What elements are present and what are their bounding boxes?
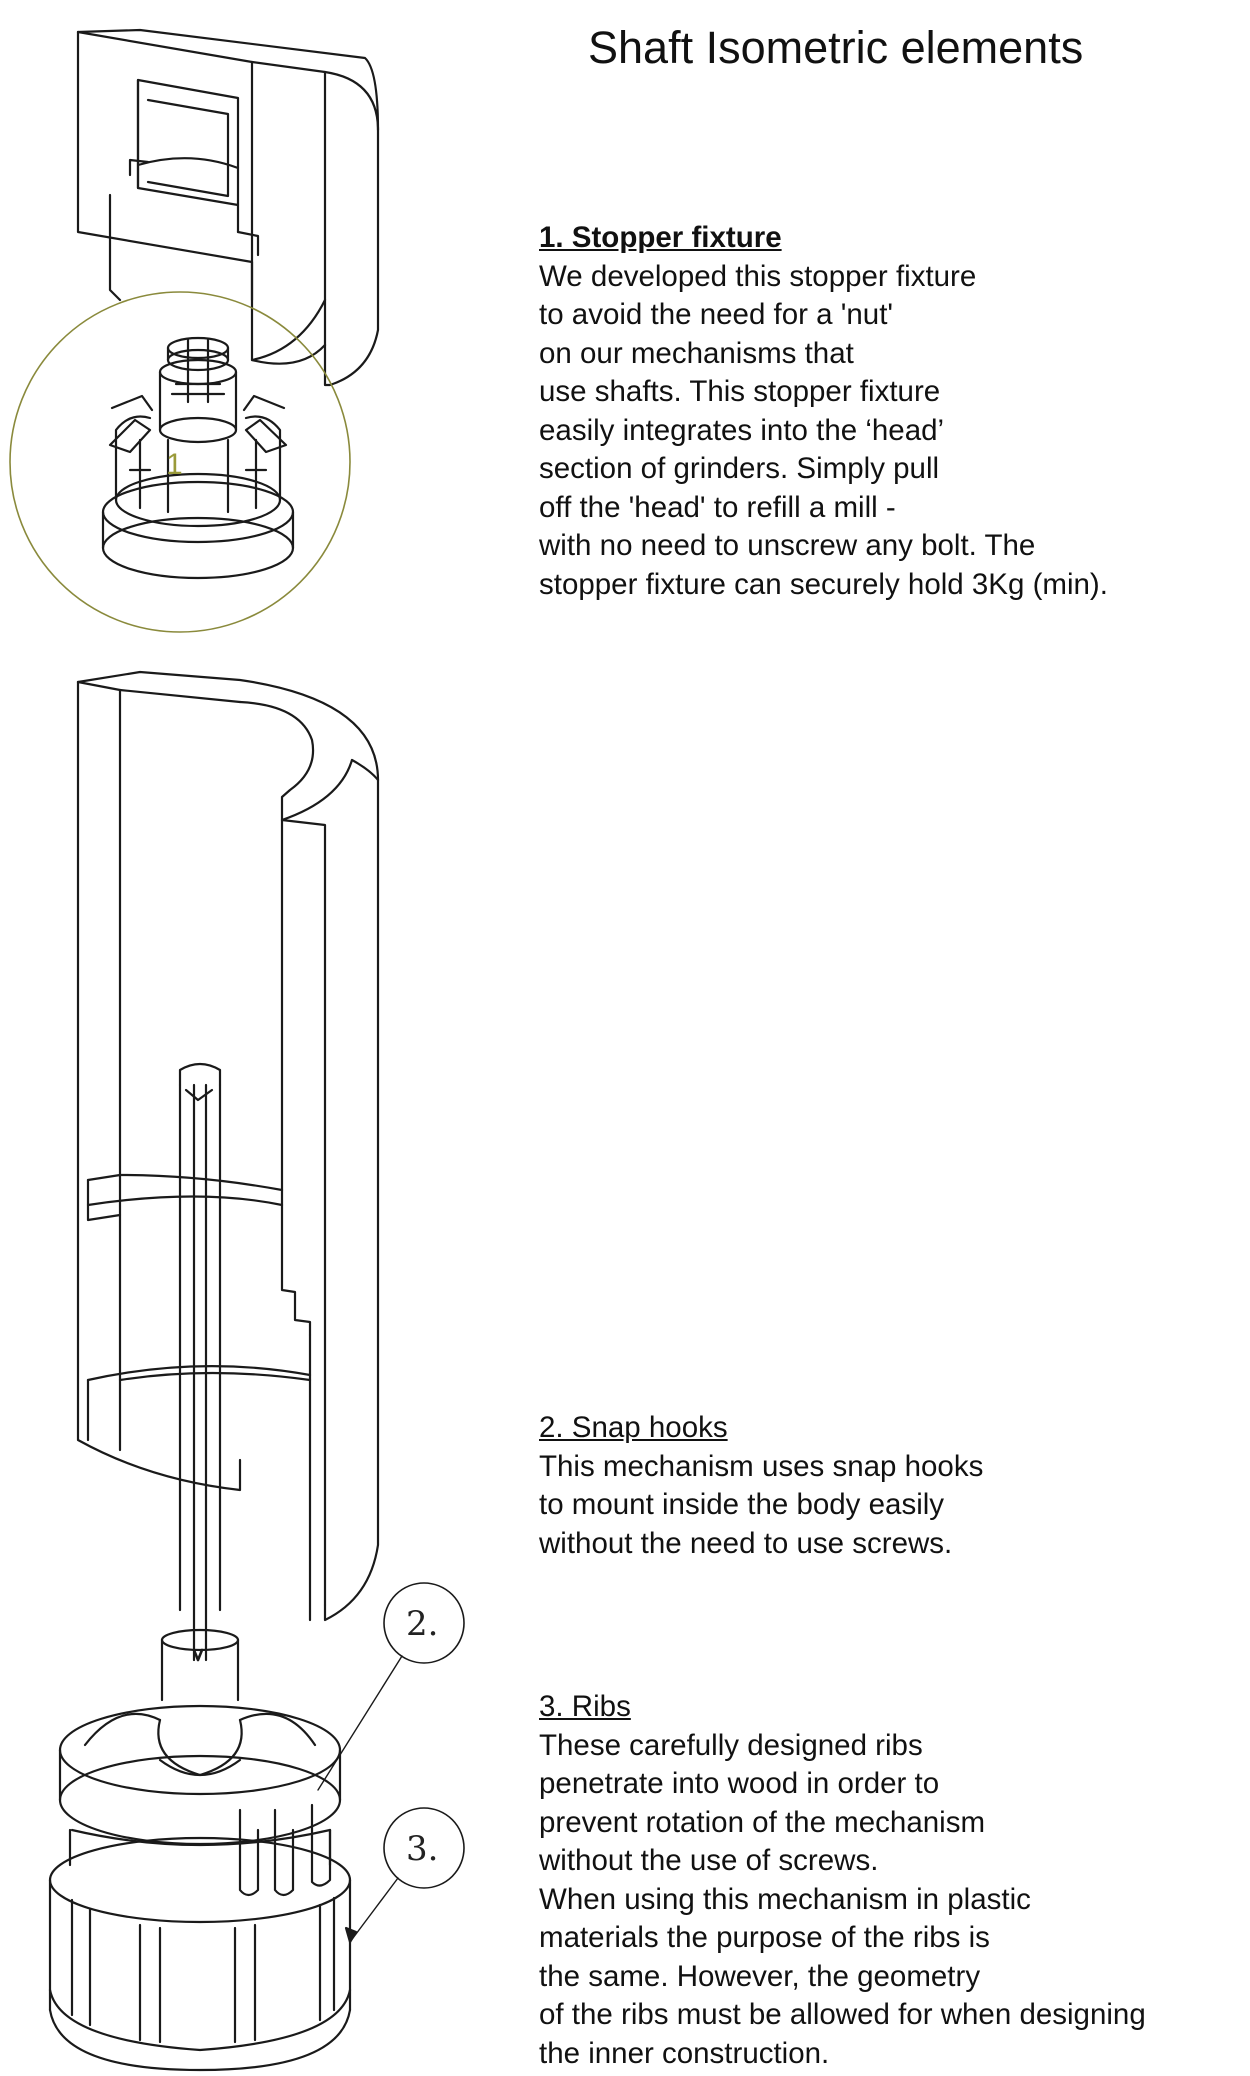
section-line: to mount inside the body easily [539,1488,945,1521]
section-heading: 3. Ribs [539,1690,631,1723]
section-snap-hooks [539,1409,983,1563]
section-heading: 2. Snap hooks [539,1411,728,1444]
section-line: When using this mechanism in plastic [539,1882,1031,1916]
head-cap-part [78,30,378,385]
section-line: penetrate into wood in order to [539,1767,940,1800]
section-line: without the use of screws. [539,1844,879,1877]
section-line: section of grinders. Simply pull [539,452,940,485]
section-line: the same. However, the geometry [539,1959,981,1993]
section-line: of the ribs must be allowed for when designing [539,1998,1146,2031]
section-line: We developed this stopper fixture [539,259,977,293]
section-line: to avoid the need for a 'nut' [539,298,894,331]
section-line: These carefully designed ribs [539,1728,923,1762]
section-line: prevent rotation of the mechanism [539,1805,986,1839]
section-ribs [539,1688,1146,2073]
section-line: easily integrates into the ‘head’ [539,413,945,447]
detail-label-1: 1 [166,448,183,481]
section-line: stopper fixture can securely hold 3Kg (min). [539,567,1108,601]
section-line: materials the purpose of the ribs is [539,1921,990,1954]
section-heading: 1. Stopper fixture [539,221,782,254]
section-line: on our mechanisms that [539,336,854,370]
body-tube-part [78,672,378,1620]
section-line: This mechanism uses snap hooks [539,1449,984,1483]
page-title: Shaft Isometric elements [588,22,1084,73]
shaft-part [162,1064,238,1700]
callout-3-label: 3. [406,1829,439,1869]
base-mechanism-part [50,1706,350,2070]
section-stopper-fixture [539,219,1108,604]
section-line: use shafts. This stopper fixture [539,375,941,408]
stopper-fixture-part [103,338,293,578]
section-line: with no need to unscrew any bolt. The [539,529,1036,562]
section-line: off the 'head' to refill a mill - [539,490,896,524]
section-line: without the need to use screws. [539,1526,953,1560]
callout-3-leader [346,1808,464,1942]
section-line: the inner construction. [539,2036,830,2070]
callout-2-label: 2. [406,1604,439,1644]
